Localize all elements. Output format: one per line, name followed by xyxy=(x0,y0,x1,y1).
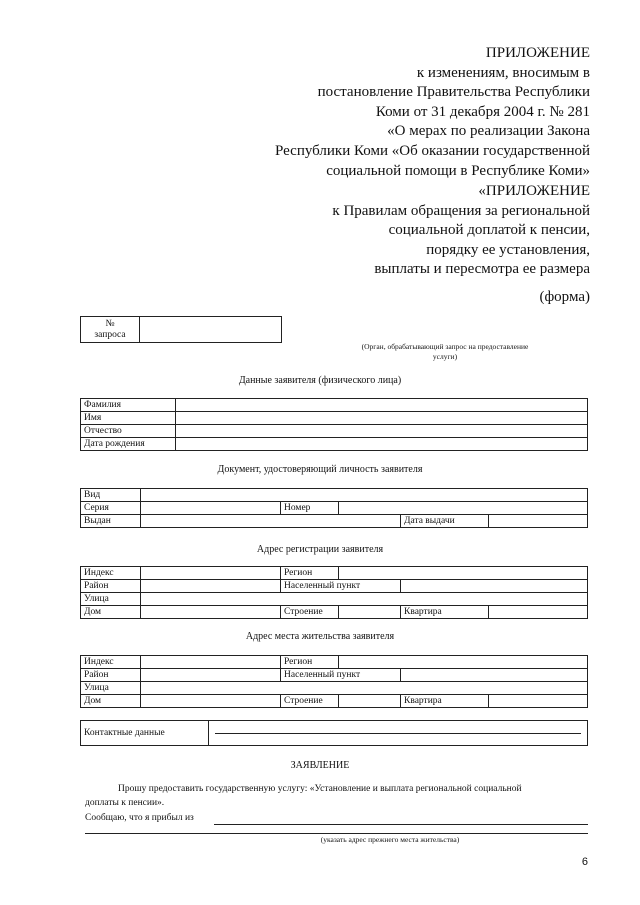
field-label: Улица xyxy=(81,593,141,606)
field-label: Номер xyxy=(281,502,339,515)
reg-apartment-field[interactable] xyxy=(489,606,588,619)
reg-address-table xyxy=(80,566,588,619)
field-label: Строение xyxy=(281,695,339,708)
document-section-title: Документ, удостоверяющий личность заявителя xyxy=(217,464,423,475)
patronymic-field[interactable] xyxy=(176,425,588,438)
field-label: Строение xyxy=(281,606,339,619)
organ-note: (Орган, обрабатывающий запрос на предоставление услуги) xyxy=(361,342,529,361)
surname-field[interactable] xyxy=(176,399,588,412)
previous-address-label: Сообщаю, что я прибыл из xyxy=(85,813,194,823)
previous-address-field-2[interactable] xyxy=(85,822,588,834)
header-line: ПРИЛОЖЕНИЕ xyxy=(485,45,590,61)
reg-region-field[interactable] xyxy=(339,567,588,580)
header-line: «ПРИЛОЖЕНИЕ xyxy=(478,183,590,199)
document-issue-date-field[interactable] xyxy=(489,515,588,528)
statement-text: Прошу предоставить государственную услугу: «Установление и выплата региональной социальной xyxy=(118,784,522,794)
res-apartment-field[interactable] xyxy=(489,695,588,708)
header-line: порядку ее установления, xyxy=(426,241,590,258)
res-district-field[interactable] xyxy=(141,669,281,682)
contacts-field[interactable] xyxy=(209,721,588,746)
header-line: к изменениям, вносимым в xyxy=(416,64,590,81)
birth-date-field[interactable] xyxy=(176,438,588,451)
document-issued-field[interactable] xyxy=(141,515,401,528)
field-label: Отчество xyxy=(81,425,176,438)
field-label: Индекс xyxy=(81,656,141,669)
reg-house-field[interactable] xyxy=(141,606,281,619)
document-series-field[interactable] xyxy=(141,502,281,515)
previous-address-note: (указать адрес прежнего места жительства) xyxy=(320,835,460,844)
request-number-box xyxy=(80,316,282,343)
res-settlement-field[interactable] xyxy=(401,669,588,682)
res-region-field[interactable] xyxy=(339,656,588,669)
field-label: Дом xyxy=(81,606,141,619)
rules-appendix-header xyxy=(332,182,590,280)
field-label: Улица xyxy=(81,682,141,695)
field-label: Выдан xyxy=(81,515,141,528)
applicant-section-title: Данные заявителя (физического лица) xyxy=(238,375,402,386)
header-line: к Правилам обращения за региональной xyxy=(332,202,590,219)
header-line: выплаты и пересмотра ее размера xyxy=(374,261,590,278)
appendix-header xyxy=(275,44,590,181)
name-field[interactable] xyxy=(176,412,588,425)
field-label: Индекс xyxy=(81,567,141,580)
header-line: социальной помощи в Республике Коми» xyxy=(326,162,590,179)
header-line: социальной доплатой к пенсии, xyxy=(388,222,590,239)
field-label: Дата выдачи xyxy=(401,515,489,528)
document-table xyxy=(80,488,588,528)
field-label: Дом xyxy=(81,695,141,708)
res-index-field[interactable] xyxy=(141,656,281,669)
header-line: постановление Правительства Республики xyxy=(317,84,590,101)
request-number-field[interactable] xyxy=(140,317,282,343)
field-label: Регион xyxy=(281,656,339,669)
field-label: Район xyxy=(81,669,141,682)
field-label: Дата рождения xyxy=(81,438,176,451)
statement-title: ЗАЯВЛЕНИЕ xyxy=(290,760,350,771)
page-number: 6 xyxy=(581,856,588,868)
res-building-field[interactable] xyxy=(339,695,401,708)
header-line: «О мерах по реализации Закона xyxy=(387,123,590,140)
form-label: (форма) xyxy=(539,289,590,305)
request-number-label: № запроса xyxy=(81,317,140,343)
statement-text: доплаты к пенсии». xyxy=(85,798,165,808)
field-label: Район xyxy=(81,580,141,593)
reg-address-section-title: Адрес регистрации заявителя xyxy=(256,544,384,555)
applicant-table xyxy=(80,398,588,451)
field-label: Имя xyxy=(81,412,176,425)
field-label: Квартира xyxy=(401,606,489,619)
field-label: Вид xyxy=(81,489,141,502)
reg-street-field[interactable] xyxy=(141,593,588,606)
field-label: Населенный пункт xyxy=(281,669,401,682)
res-street-field[interactable] xyxy=(141,682,588,695)
contacts-label: Контактные данные xyxy=(81,721,209,746)
field-label: Квартира xyxy=(401,695,489,708)
reg-district-field[interactable] xyxy=(141,580,281,593)
contacts-table xyxy=(80,720,588,746)
res-house-field[interactable] xyxy=(141,695,281,708)
header-line: Республики Коми «Об оказании государственной xyxy=(275,142,590,159)
field-label: Фамилия xyxy=(81,399,176,412)
document-number-field[interactable] xyxy=(339,502,588,515)
field-label: Серия xyxy=(81,502,141,515)
document-kind-field[interactable] xyxy=(141,489,588,502)
res-address-section-title: Адрес места жительства заявителя xyxy=(245,631,395,642)
field-label: Регион xyxy=(281,567,339,580)
res-address-table xyxy=(80,655,588,708)
reg-settlement-field[interactable] xyxy=(401,580,588,593)
header-line: Коми от 31 декабря 2004 г. № 281 xyxy=(375,103,590,120)
reg-index-field[interactable] xyxy=(141,567,281,580)
field-label: Населенный пункт xyxy=(281,580,401,593)
reg-building-field[interactable] xyxy=(339,606,401,619)
